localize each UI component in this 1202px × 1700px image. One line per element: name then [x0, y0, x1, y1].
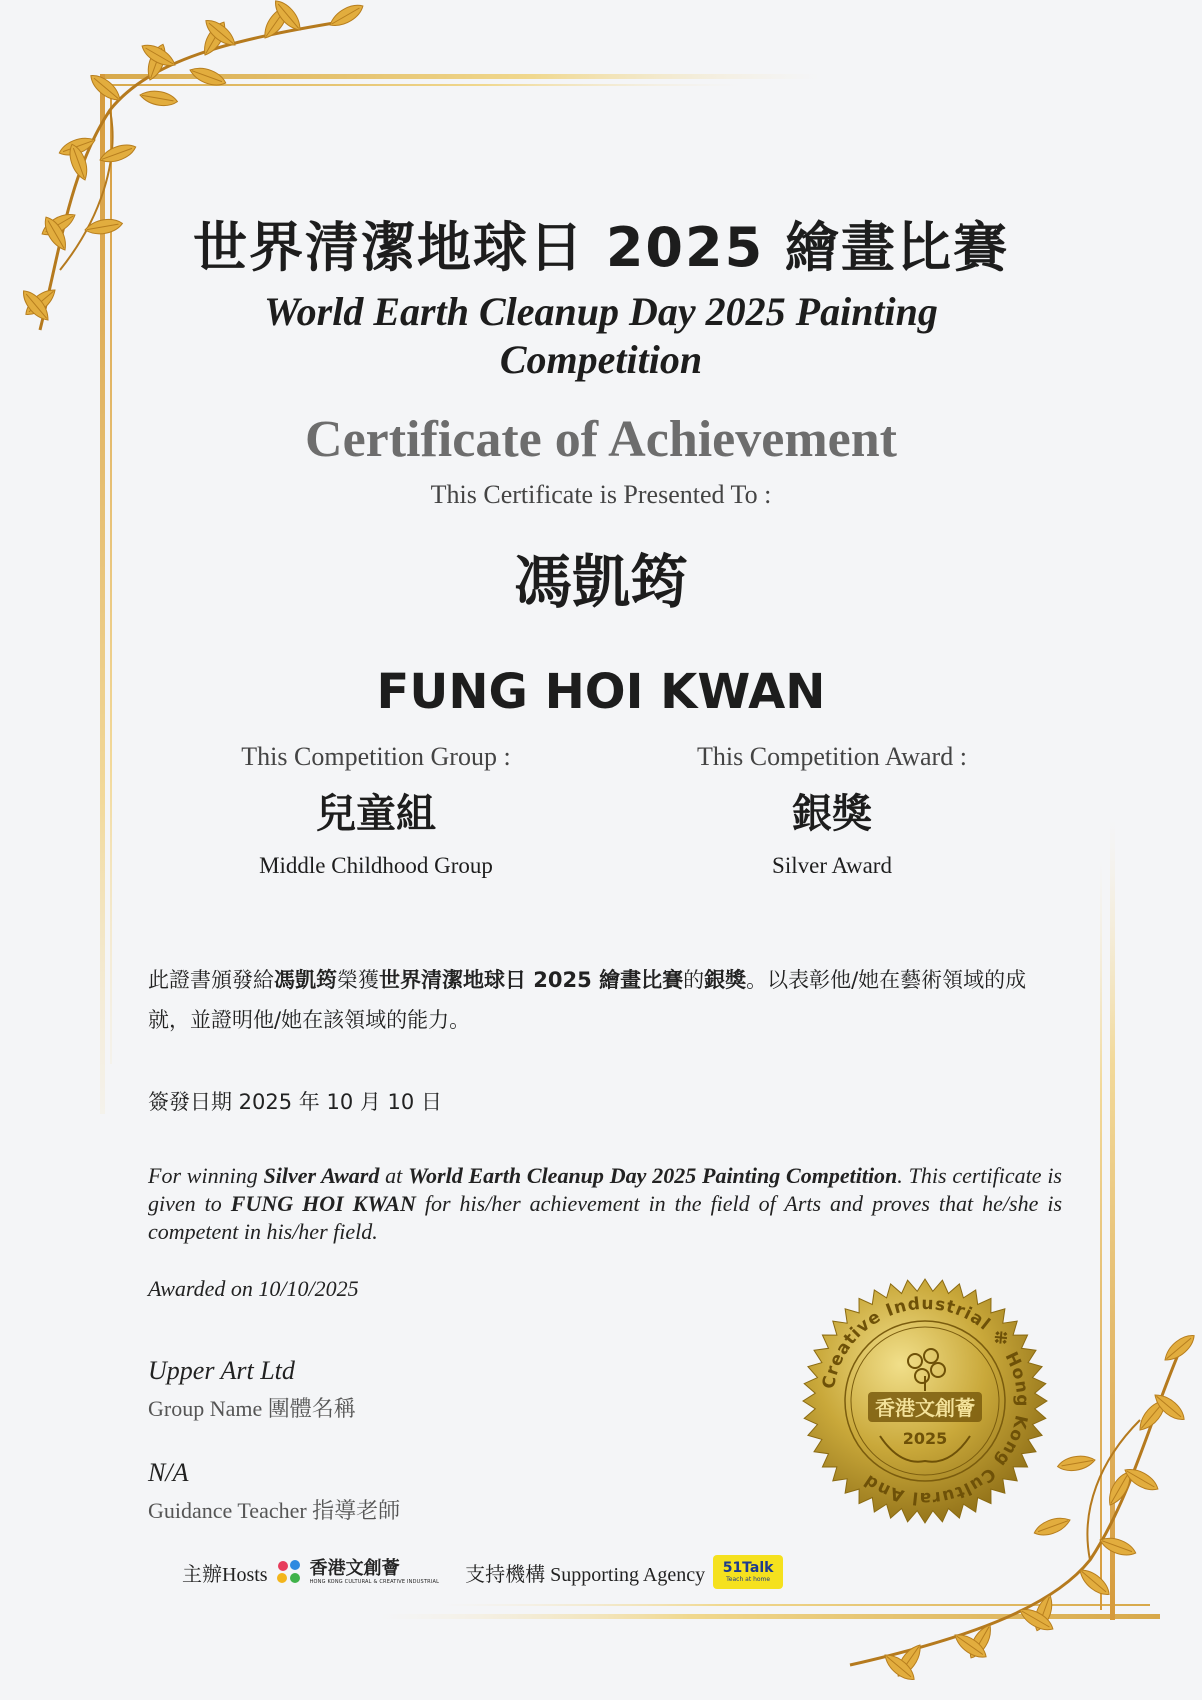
group-name-block — [148, 1356, 356, 1423]
supporting-agency-label: 支持機構 Supporting Agency — [465, 1563, 706, 1586]
english-citation-paragraph — [148, 1162, 1062, 1246]
citation-zh-award: 銀獎 — [704, 968, 747, 992]
group-label: This Competition Group : — [241, 742, 511, 771]
footer-sponsors — [182, 1550, 783, 1594]
citation-en-text: for his/her achievement in the field of Arts and proves that he/she is competent in his/her field. — [148, 1191, 1063, 1244]
citation-en-text: For winning — [148, 1163, 264, 1188]
certificate-title: Certificate of Achievement — [305, 411, 897, 468]
recipient-name-chinese: 馮凱筠 — [513, 548, 688, 616]
recipient-name-english: FUNG HOI KWAN — [376, 664, 826, 720]
chinese-citation-paragraph — [148, 960, 1068, 1040]
host-logo — [310, 1559, 440, 1585]
title-english-line1: World Earth Cleanup Day 2025 Painting — [264, 289, 938, 334]
group-name-label: Group Name 團體名稱 — [148, 1396, 356, 1421]
group-name-value: Upper Art Ltd — [148, 1356, 295, 1385]
guidance-teacher-value: N/A — [148, 1458, 189, 1487]
host-logo-subtitle: HONG KONG CULTURAL & CREATIVE INDUSTRIAL — [309, 1579, 440, 1585]
citation-zh-text: 此證書頒發給 — [148, 968, 274, 992]
citation-en-text: at — [379, 1163, 409, 1188]
seal-year: 2025 — [902, 1429, 948, 1448]
guidance-teacher-label: Guidance Teacher 指導老師 — [148, 1498, 401, 1523]
issue-date-chinese: 簽發日期 2025 年 10 月 10 日 — [148, 1090, 442, 1114]
citation-zh-event: 世界清潔地球日 2025 繪畫比賽 — [379, 968, 684, 992]
award-label: This Competition Award : — [697, 742, 967, 771]
citation-en-text: . This certificate is given to — [148, 1163, 1062, 1216]
title-chinese: 世界清潔地球日 2025 繪畫比賽 — [193, 216, 1009, 279]
citation-zh-text: 榮獲 — [337, 968, 379, 992]
citation-zh-text: 。以表彰他/她在藝術領域的成就，並證明他/她在該領域的能力。 — [148, 968, 1027, 1032]
agency-logo-subtitle: Teach at home — [726, 1576, 771, 1583]
citation-en-name: FUNG HOI KWAN — [230, 1191, 416, 1216]
host-logo-name: 香港文創薈 — [309, 1558, 400, 1579]
award-value-chinese: 銀獎 — [792, 791, 872, 837]
award-value-english: Silver Award — [772, 853, 892, 878]
seal-center-text: 香港文創薈 — [875, 1396, 975, 1420]
title-english — [0, 288, 1202, 384]
agency-logo-name: 51Talk — [722, 1560, 774, 1576]
competition-group-block — [166, 742, 586, 879]
guidance-teacher-block — [148, 1458, 400, 1525]
competition-award-block — [622, 742, 1042, 879]
gold-seal — [800, 1276, 1050, 1526]
citation-en-event: World Earth Cleanup Day 2025 Painting Competition — [408, 1163, 898, 1188]
agency-logo — [713, 1555, 783, 1589]
group-value-chinese: 兒童組 — [316, 791, 436, 837]
awarded-on-date: Awarded on 10/10/2025 — [148, 1276, 359, 1301]
hosts-label: 主辦Hosts — [182, 1563, 268, 1586]
group-value-english: Middle Childhood Group — [259, 853, 493, 878]
title-english-line2: Competition — [499, 337, 703, 382]
presented-to-label: This Certificate is Presented To : — [430, 480, 772, 509]
host-logo-icon — [274, 1557, 304, 1587]
citation-en-award: Silver Award — [263, 1163, 380, 1188]
seal-ring-text: Creative Industrial ※ Hong Kong Cultural And — [818, 1293, 1033, 1509]
citation-zh-text: 的 — [683, 968, 705, 992]
citation-zh-name: 馮凱筠 — [274, 968, 337, 992]
